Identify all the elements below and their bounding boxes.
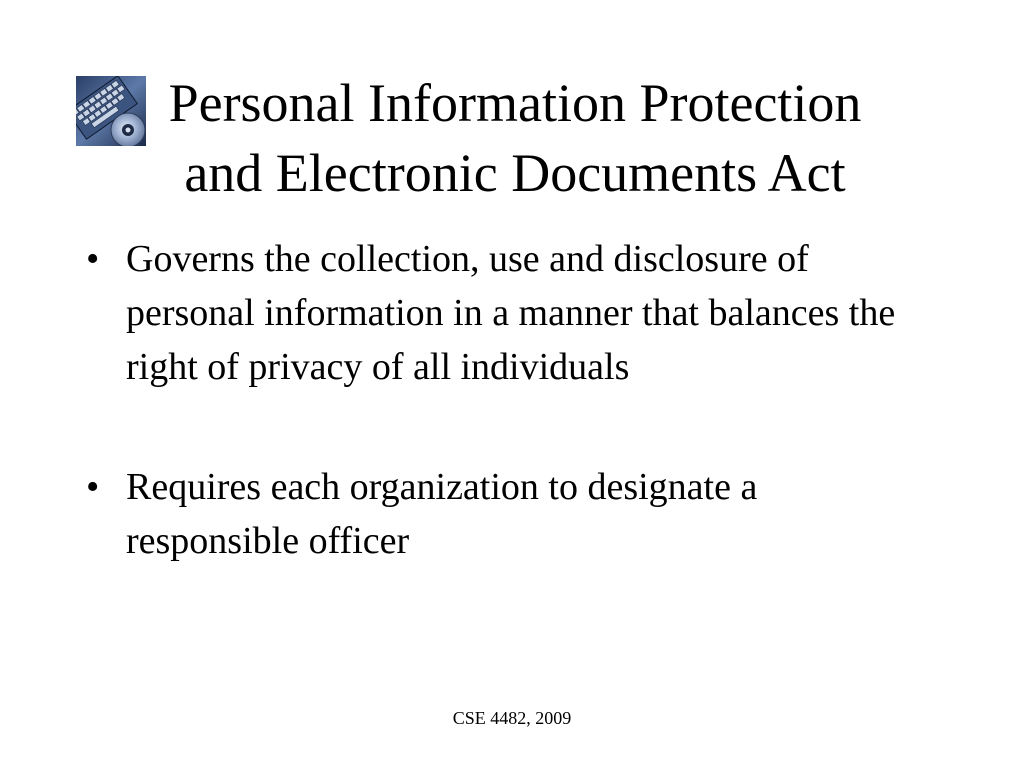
- slide-footer: CSE 4482, 2009: [452, 708, 572, 728]
- slide-title: [60, 68, 970, 208]
- bullet-text: Governs the collection, use and disclosure of personal information in a manner that balances the right of privacy of all individuals: [126, 238, 896, 388]
- bullet-item: [86, 460, 936, 568]
- slide-title-line-1: Personal Information Protection: [168, 73, 862, 133]
- bullet-list: [86, 232, 936, 568]
- bullet-text: Requires each organization to designate a responsible officer: [126, 466, 758, 562]
- slide-title-line-2: and Electronic Documents Act: [184, 143, 846, 203]
- keyboard-cd-icon: [76, 76, 146, 146]
- bullet-marker: •: [86, 466, 100, 508]
- bullet-item: [86, 232, 936, 394]
- bullet-marker: •: [86, 238, 100, 280]
